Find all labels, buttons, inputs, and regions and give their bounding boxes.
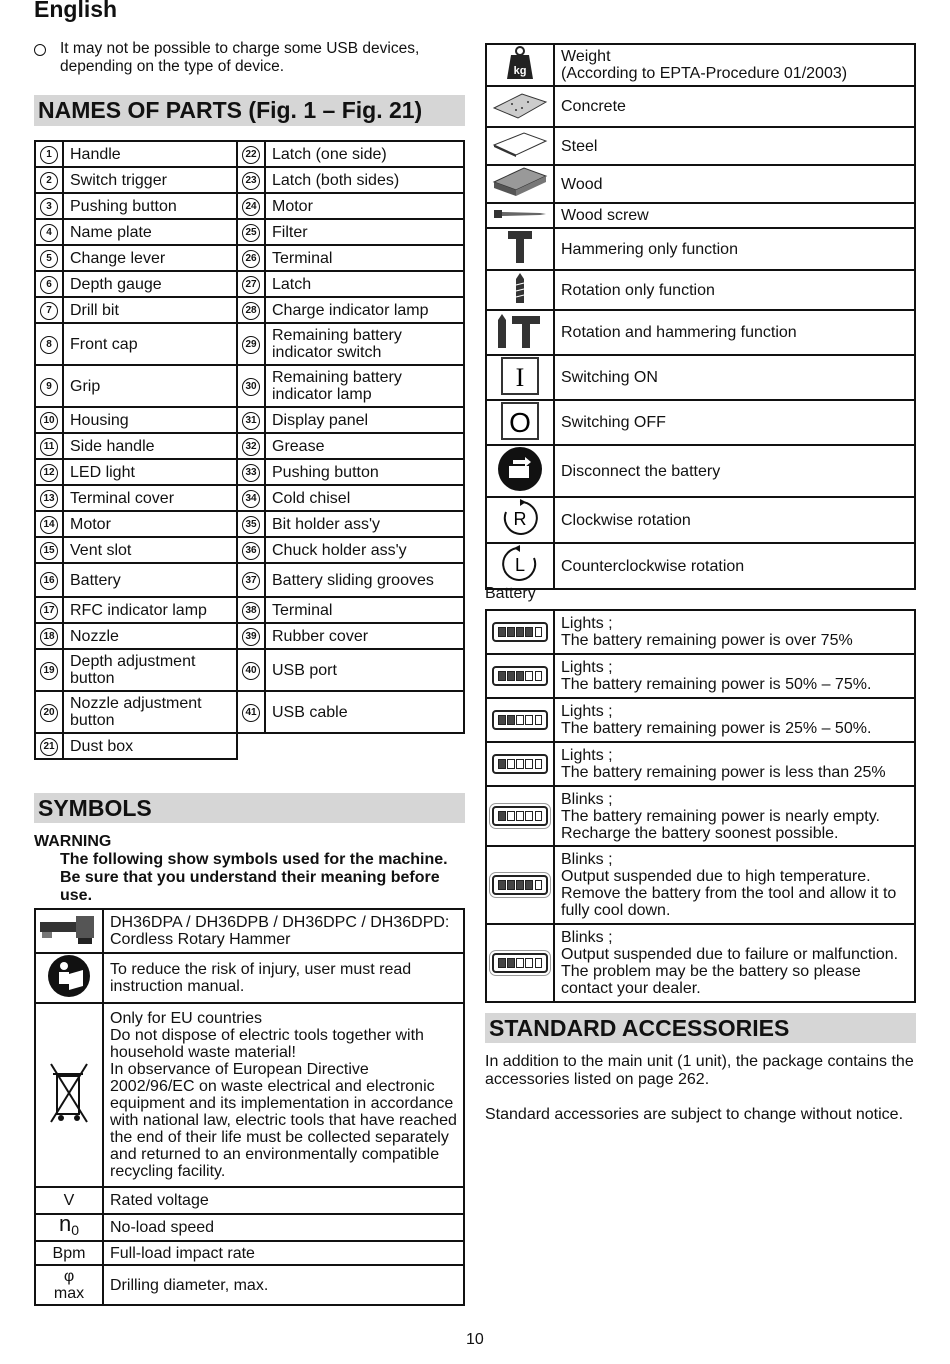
part-number-badge: 2 (40, 172, 58, 190)
symbol-description: Rotation and hammering function (554, 310, 915, 355)
part-number-badge: 39 (242, 628, 260, 646)
part-number-cell (35, 219, 63, 245)
part-label: USB port (265, 649, 464, 691)
part-number-cell (35, 691, 63, 733)
symbol-description: Hammering only function (554, 228, 915, 270)
part-label: LED light (63, 459, 237, 485)
accessories-text-2: Standard accessories are subject to change without notice. (485, 1106, 904, 1123)
part-number-cell (237, 563, 265, 597)
counterclockwise-icon (486, 543, 554, 589)
accessories-title: STANDARD ACCESSORIES (485, 1013, 916, 1043)
part-number-badge: 3 (40, 198, 58, 216)
part-label: Cold chisel (265, 485, 464, 511)
table-row (35, 691, 464, 733)
part-number-badge: 29 (242, 336, 260, 354)
weight-kg-icon (486, 44, 554, 86)
table-row (35, 245, 464, 271)
part-number-cell (237, 623, 265, 649)
battery-table (485, 609, 916, 1003)
part-number-badge: 1 (40, 146, 58, 164)
part-label: Charge indicator lamp (265, 297, 464, 323)
drill-hammer-icon (486, 310, 554, 355)
battery-description: Lights ; The battery remaining power is less than 25% (554, 742, 915, 786)
parts-table (34, 140, 465, 760)
part-number-cell (35, 433, 63, 459)
battery-description: Blinks ; Output suspended due to high temperature. Remove the battery from the tool and allow it to fully cool down. (554, 846, 915, 924)
part-number-badge: 22 (242, 146, 260, 164)
table-row (35, 485, 464, 511)
battery-row (486, 846, 915, 924)
symbols-title: SYMBOLS (34, 793, 465, 823)
symbols-table-right (485, 43, 916, 590)
symbol-row (35, 909, 464, 953)
part-label: USB cable (265, 691, 464, 733)
part-number-cell (237, 141, 265, 167)
wood-screw-icon (486, 203, 554, 228)
svg-text:R: R (513, 509, 527, 529)
part-number-cell (35, 193, 63, 219)
part-number-badge: 24 (242, 198, 260, 216)
battery-indicator-icon (486, 846, 554, 924)
part-number-badge: 20 (40, 704, 58, 722)
part-number-badge: 31 (242, 412, 260, 430)
symbol-description: Drilling diameter, max. (103, 1265, 464, 1305)
symbol-row (486, 44, 915, 86)
part-number-cell (35, 407, 63, 433)
part-label: Filter (265, 219, 464, 245)
battery-description: Lights ; The battery remaining power is 25% – 50%. (554, 698, 915, 742)
symbol-description: To reduce the risk of injury, user must read instruction manual. (103, 953, 464, 1003)
part-label: Handle (63, 141, 237, 167)
part-number-badge: 17 (40, 602, 58, 620)
part-number-badge: 36 (242, 542, 260, 560)
symbol-description: No-load speed (103, 1214, 464, 1241)
hammer-icon (486, 228, 554, 270)
part-number-cell (237, 459, 265, 485)
symbol-glyph: V (35, 1187, 103, 1214)
part-number-badge: 25 (242, 224, 260, 242)
table-row (35, 365, 464, 407)
table-row (35, 537, 464, 563)
table-row (35, 141, 464, 167)
part-number-cell (35, 511, 63, 537)
part-number-badge: 19 (40, 662, 58, 680)
battery-row (486, 698, 915, 742)
part-number-cell (35, 323, 63, 365)
part-number-cell (237, 365, 265, 407)
part-number-badge: 8 (40, 336, 58, 354)
part-number-badge: 10 (40, 412, 58, 430)
parts-title: NAMES OF PARTS (Fig. 1 – Fig. 21) (34, 95, 465, 126)
part-label: Name plate (63, 219, 237, 245)
part-number-cell (237, 691, 265, 733)
battery-indicator-icon (486, 742, 554, 786)
symbol-description: Clockwise rotation (554, 497, 915, 543)
part-number-badge: 37 (242, 572, 260, 590)
symbol-row (486, 165, 915, 203)
part-label: Display panel (265, 407, 464, 433)
part-label: Nozzle adjustment button (63, 691, 237, 733)
symbol-glyph: $n_0$ (35, 1214, 103, 1241)
symbol-description: Disconnect the battery (554, 445, 915, 497)
part-number-cell (35, 365, 63, 407)
symbol-description: Rated voltage (103, 1187, 464, 1214)
battery-row (486, 786, 915, 846)
symbol-row (486, 270, 915, 310)
part-number-badge: 16 (40, 572, 58, 590)
part-number-badge: 11 (40, 438, 58, 456)
part-number-badge: 12 (40, 464, 58, 482)
symbol-description: Steel (554, 127, 915, 165)
part-label: Battery (63, 563, 237, 597)
part-label: Latch (one side) (265, 141, 464, 167)
part-number-cell (35, 537, 63, 563)
symbol-description: Wood (554, 165, 915, 203)
symbol-row (486, 400, 915, 445)
part-number-cell (35, 459, 63, 485)
battery-description: Lights ; The battery remaining power is over 75% (554, 610, 915, 654)
symbols-table-left (34, 908, 465, 1306)
crossed-bin-icon (35, 1003, 103, 1187)
symbol-row (486, 445, 915, 497)
part-label: Battery sliding grooves (265, 563, 464, 597)
table-row (35, 433, 464, 459)
part-label: Housing (63, 407, 237, 433)
part-label: Rubber cover (265, 623, 464, 649)
part-number-badge: 33 (242, 464, 260, 482)
part-number-cell (35, 733, 63, 759)
part-label: Side handle (63, 433, 237, 459)
battery-indicator-icon (486, 698, 554, 742)
usb-note-text: It may not be possible to charge some USB devices, depending on the type of device. (60, 40, 420, 75)
part-label: Pushing button (63, 193, 237, 219)
part-number-cell (35, 141, 63, 167)
steel-icon (486, 127, 554, 165)
symbol-glyph: φ max (35, 1265, 103, 1305)
part-number-badge: 7 (40, 302, 58, 320)
part-number-badge: 30 (242, 378, 260, 396)
symbol-description: Wood screw (554, 203, 915, 228)
part-number-cell (35, 485, 63, 511)
part-number-cell (237, 323, 265, 365)
part-number-cell (35, 649, 63, 691)
symbol-description: Only for EU countries Do not dispose of electric tools together with household waste material! In observance of European Directive 2002/96/EC on waste electrical and electronic equipment and its implementation in accordance with national law, electric tools that have reached the end of their life must be collected separately and returned to an environmentally compatible recycling facility. (103, 1003, 464, 1187)
table-row (35, 323, 464, 365)
part-number-badge: 38 (242, 602, 260, 620)
part-number-cell (237, 297, 265, 323)
part-number-badge: 4 (40, 224, 58, 242)
table-row (35, 459, 464, 485)
table-row (35, 407, 464, 433)
part-number-cell (237, 271, 265, 297)
clockwise-icon (486, 497, 554, 543)
part-label: Switch trigger (63, 167, 237, 193)
part-number-cell (237, 407, 265, 433)
symbol-glyph: Bpm (35, 1241, 103, 1265)
part-number-cell (237, 245, 265, 271)
part-number-badge: 15 (40, 542, 58, 560)
part-label: Remaining battery indicator lamp (265, 365, 464, 407)
part-number-cell (237, 193, 265, 219)
part-number-cell (237, 433, 265, 459)
part-number-badge: 14 (40, 516, 58, 534)
table-row (35, 219, 464, 245)
symbol-row (486, 355, 915, 400)
part-number-cell (35, 167, 63, 193)
part-label: Vent slot (63, 537, 237, 563)
symbol-row (35, 1214, 464, 1241)
symbol-row (486, 86, 915, 127)
battery-label: Battery (485, 585, 536, 602)
battery-row (486, 610, 915, 654)
battery-indicator-icon (486, 924, 554, 1002)
svg-text:kg: kg (513, 65, 527, 77)
battery-description: Lights ; The battery remaining power is 50% – 75%. (554, 654, 915, 698)
svg-text:O: O (509, 406, 531, 438)
part-label: Drill bit (63, 297, 237, 323)
symbol-row (35, 953, 464, 1003)
read-manual-icon (35, 953, 103, 1003)
part-label: Depth adjustment button (63, 649, 237, 691)
part-number-cell (35, 271, 63, 297)
part-number-badge: 9 (40, 378, 58, 396)
part-number-badge: 27 (242, 276, 260, 294)
part-label: Latch (265, 271, 464, 297)
part-number-cell (35, 563, 63, 597)
part-number-badge: 35 (242, 516, 260, 534)
table-row (35, 297, 464, 323)
disconnect-battery-icon (486, 445, 554, 497)
accessories-text-1: In addition to the main unit (1 unit), the package contains the accessories listed on page 262. (485, 1053, 914, 1088)
part-number-badge: 23 (242, 172, 260, 190)
table-row (35, 167, 464, 193)
part-number-badge: 41 (242, 704, 260, 722)
part-label: Pushing button (265, 459, 464, 485)
battery-description: Blinks ; The battery remaining power is nearly empty. Recharge the battery soonest possible. (554, 786, 915, 846)
part-number-badge: 13 (40, 490, 58, 508)
part-number-badge: 28 (242, 302, 260, 320)
part-number-badge: 5 (40, 250, 58, 268)
table-row (35, 563, 464, 597)
part-label: Depth gauge (63, 271, 237, 297)
symbol-description: Switching OFF (554, 400, 915, 445)
part-number-cell (35, 597, 63, 623)
part-number-badge: 32 (242, 438, 260, 456)
table-row (35, 511, 464, 537)
part-number-badge: 21 (40, 738, 58, 756)
part-number-badge: 6 (40, 276, 58, 294)
battery-indicator-icon (486, 610, 554, 654)
table-row (35, 733, 464, 759)
part-label: Nozzle (63, 623, 237, 649)
rotary-hammer-icon (35, 909, 103, 953)
part-label: Grease (265, 433, 464, 459)
part-label: Motor (63, 511, 237, 537)
symbol-row (35, 1187, 464, 1214)
part-label: Bit holder ass'y (265, 511, 464, 537)
symbol-row (486, 497, 915, 543)
symbol-row (35, 1003, 464, 1187)
part-label: Grip (63, 365, 237, 407)
symbol-row (486, 228, 915, 270)
symbol-row (35, 1265, 464, 1305)
warning-text: The following show symbols used for the machine. Be sure that you understand their meaning before use. (60, 851, 448, 904)
part-label: Terminal (265, 245, 464, 271)
symbol-description: Concrete (554, 86, 915, 127)
part-number-cell (35, 297, 63, 323)
battery-row (486, 924, 915, 1002)
symbol-description: Full-load impact rate (103, 1241, 464, 1265)
drill-bit-icon (486, 270, 554, 310)
part-number-cell (237, 219, 265, 245)
battery-row (486, 742, 915, 786)
part-label: RFC indicator lamp (63, 597, 237, 623)
battery-indicator-icon (486, 654, 554, 698)
part-number-cell (237, 167, 265, 193)
part-number-cell (237, 649, 265, 691)
table-row (35, 193, 464, 219)
symbol-description: Switching ON (554, 355, 915, 400)
table-row (35, 623, 464, 649)
switch-on-icon (486, 355, 554, 400)
part-label: Motor (265, 193, 464, 219)
wood-icon (486, 165, 554, 203)
page-number: 10 (466, 1331, 484, 1348)
symbol-description: Counterclockwise rotation (554, 543, 915, 589)
symbol-description: Rotation only function (554, 270, 915, 310)
table-row (35, 649, 464, 691)
warning-label: WARNING (34, 833, 112, 850)
part-label: Chuck holder ass'y (265, 537, 464, 563)
part-number-cell (237, 511, 265, 537)
part-number-cell (35, 623, 63, 649)
part-label: Terminal cover (63, 485, 237, 511)
part-number-badge: 34 (242, 490, 260, 508)
svg-text:L: L (514, 555, 526, 575)
table-row (35, 271, 464, 297)
part-number-badge: 18 (40, 628, 58, 646)
usb-note (34, 40, 466, 76)
part-label: Latch (both sides) (265, 167, 464, 193)
part-number-badge: 40 (242, 662, 260, 680)
part-label: Change lever (63, 245, 237, 271)
bullet-circle-icon (34, 44, 46, 56)
part-number-cell (35, 245, 63, 271)
part-number-cell (237, 485, 265, 511)
symbol-description: DH36DPA / DH36DPB / DH36DPC / DH36DPD: Cordless Rotary Hammer (103, 909, 464, 953)
concrete-icon (486, 86, 554, 127)
svg-text:I: I (515, 362, 525, 392)
symbol-row (486, 127, 915, 165)
symbol-description: Weight (According to EPTA-Procedure 01/2003) (554, 44, 915, 86)
symbol-row (486, 543, 915, 589)
table-row (35, 597, 464, 623)
part-number-cell (237, 537, 265, 563)
part-label: Front cap (63, 323, 237, 365)
part-label: Terminal (265, 597, 464, 623)
switch-off-icon (486, 400, 554, 445)
part-label: Dust box (63, 733, 237, 759)
symbol-row (486, 310, 915, 355)
battery-indicator-icon (486, 786, 554, 846)
part-number-badge: 26 (242, 250, 260, 268)
part-number-cell (237, 597, 265, 623)
symbol-row (486, 203, 915, 228)
battery-row (486, 654, 915, 698)
battery-description: Blinks ; Output suspended due to failure or malfunction. The problem may be the battery so please contact your dealer. (554, 924, 915, 1002)
symbol-row (35, 1241, 464, 1265)
language-header: English (34, 0, 118, 22)
part-label: Remaining battery indicator switch (265, 323, 464, 365)
